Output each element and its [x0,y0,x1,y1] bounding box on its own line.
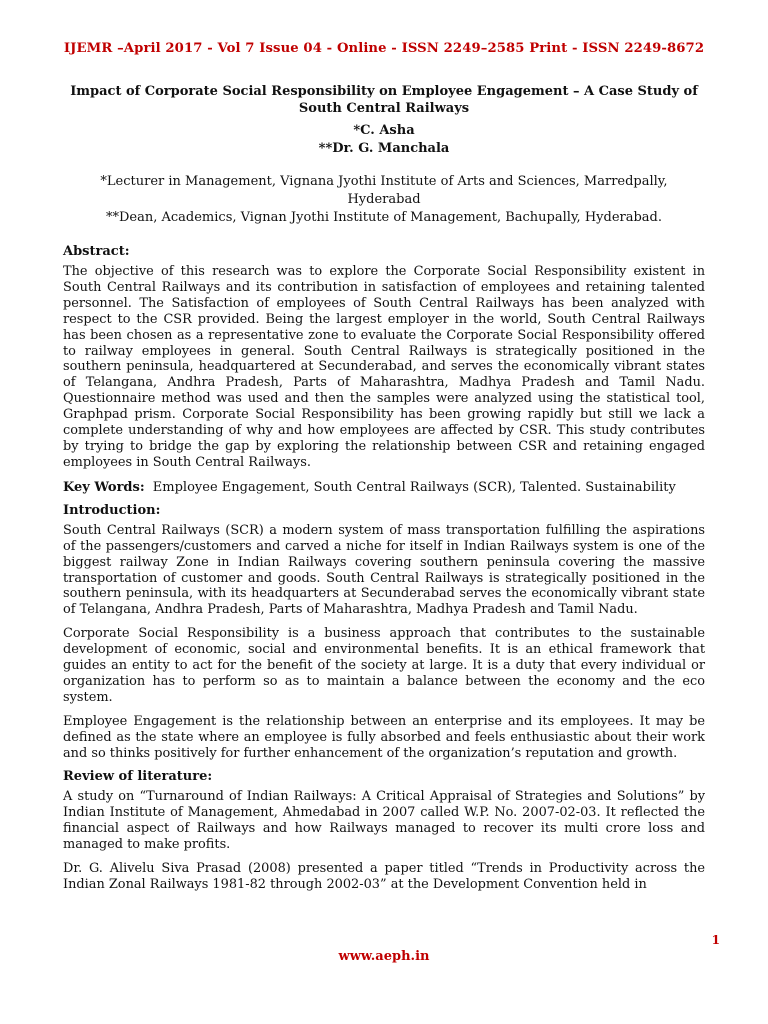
affiliation-1: *Lecturer in Management, Vignana Jyothi Institute of Arts and Sciences, Marredpally, Hyderabad [100,174,668,207]
introduction-paragraph-2: Corporate Social Responsibility is a business approach that contributes to the sustainable development of economic, social and environmental benefits. It is an ethical framework that guides an entity to act for the benefit of the society at large. It is a duty that every individual or organization has to perform so as to maintain a balance between the economy and the eco system. [63,626,705,705]
introduction-paragraph-1: South Central Railways (SCR) a modern system of mass transportation fulfilling the aspirations of the passengers/customers and carved a niche for itself in Indian Railways system is one of the biggest railway Zone in Indian Railways covering southern peninsula covering the massive transportation of customer and goods. South Central Railways is strategically positioned in the southern peninsula, with its headquarters at Secunderabad serves the economically vibrant state of Telangana, Andhra Pradesh, Parts of Maharashtra, Madhya Pradesh and Tamil Nadu. [63,522,705,618]
affiliation-2: **Dean, Academics, Vignan Jyothi Institute of Management, Bachupally, Hyderabad. [105,210,663,225]
page-number: 1 [711,933,720,947]
author-2: **Dr. G. Manchala [318,141,450,156]
keywords-label: Key Words: [63,479,145,495]
footer-url-link[interactable]: www.aeph.in [338,949,430,964]
paper-title: Impact of Corporate Social Responsibility on Employee Engagement – A Case Study of South Central Railways [70,84,698,116]
keywords [63,480,705,496]
review-heading: Review of literature: [63,769,213,785]
abstract-text: The objective of this research was to explore the Corporate Social Responsibility existent in South Central Railways and its contribution in satisfaction of employees and retaining talented personnel. The Satisfaction of employees of South Central Railways has been analyzed with respect to the CSR provided. Being the largest employer in the world, South Central Railways has been chosen as a representative zone to evaluate the Corporate Social Responsibility offered to railway employees in general. South Central Railways is strategically positioned in the southern peninsula, headquartered at Secunderabad, and serves the economically vibrant states of Telangana, Andhra Pradesh, Parts of Maharashtra, Madhya Pradesh and Tamil Nadu. Questionnaire method was used and then the samples were analyzed using the statistical tool, Graphpad prism. Corporate Social Responsibility has been growing rapidly but still we lack a complete understanding of why and how employees are affected by CSR. This study contributes by trying to bridge the gap by exploring the relationship between CSR and retaining engaged employees in South Central Railways. [63,264,705,470]
introduction-paragraph-3: Employee Engagement is the relationship between an enterprise and its employees. It may be defined as the state where an employee is fully absorbed and feels enthusiastic about their work and so thinks positively for further enhancement of the organization’s reputation and growth. [63,713,705,761]
author-1: *C. Asha [353,123,415,138]
review-paragraph-1: A study on “Turnaround of Indian Railways: A Critical Appraisal of Strategies and Solutions” by Indian Institute of Management, Ahmedabad in 2007 called W.P. No. 2007-02-03. It reflected the financial aspect of Railways and how Railways managed to recover its multi crore loss and managed to make profits. [63,789,705,853]
introduction-heading: Introduction: [63,502,161,518]
review-paragraph-2: Dr. G. Alivelu Siva Prasad (2008) presented a paper titled “Trends in Productivity across the Indian Zonal Railways 1981-82 through 2002-03” at the Development Convention held in [63,861,705,892]
journal-header: IJEMR –April 2017 - Vol 7 Issue 04 - Online - ISSN 2249–2585 Print - ISSN 2249-8672 [63,41,705,56]
abstract-heading: Abstract: [63,244,130,259]
keywords-text: Employee Engagement, South Central Railways (SCR), Talented. Sustainability [152,479,676,495]
